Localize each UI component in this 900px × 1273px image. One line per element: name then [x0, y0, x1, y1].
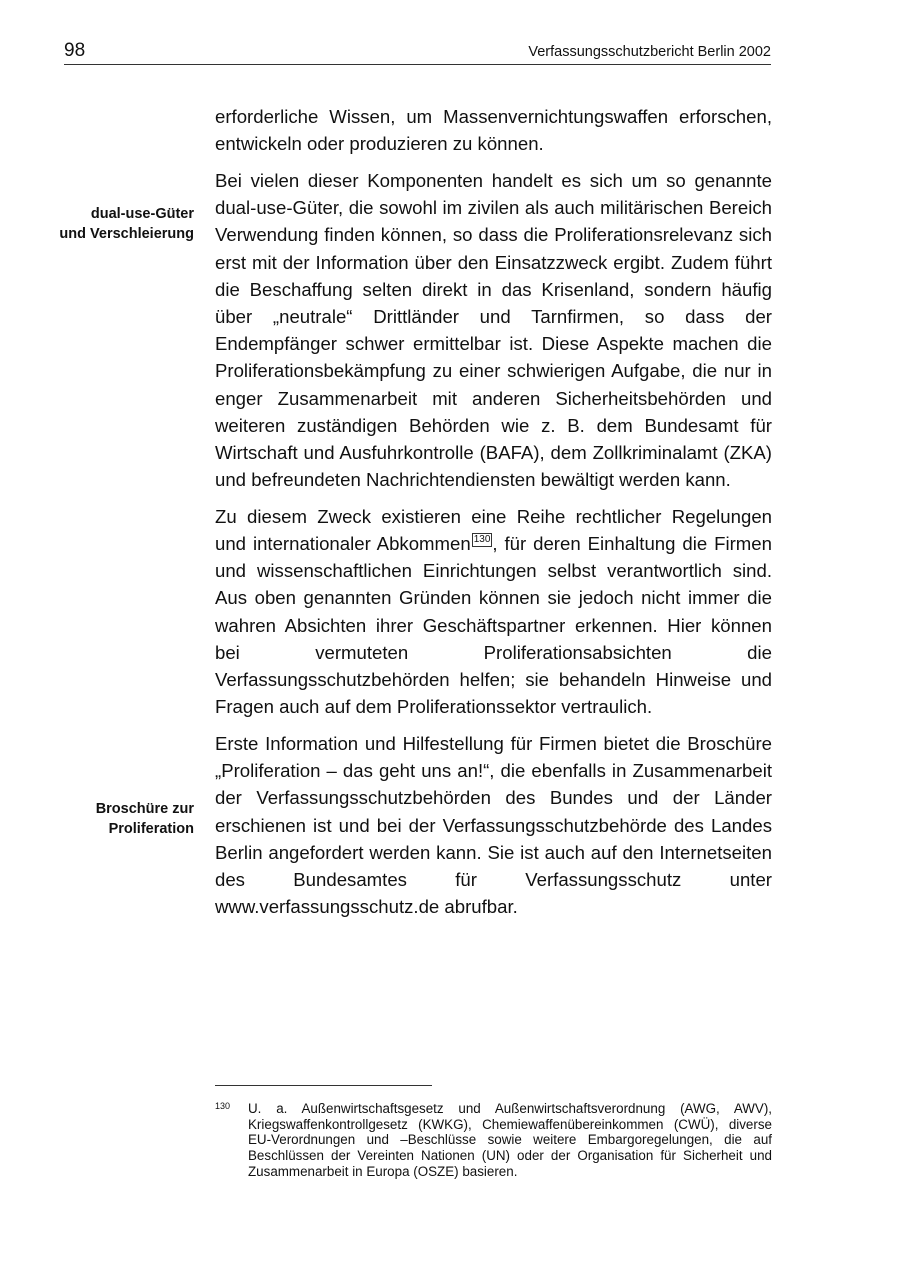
page-header: [64, 38, 771, 65]
paragraph-3: [215, 503, 772, 721]
paragraph-1: erforderliche Wissen, um Massenvernichtungswaffen erforschen, entwickeln oder produzieren zu können.: [215, 106, 772, 155]
footnote-number: 130: [215, 1101, 231, 1111]
footnote-130: [215, 1101, 772, 1180]
paragraph-4: Erste Information und Hilfestellung für Firmen bietet die Broschüre „Proliferation – das geht uns an!“, die ebenfalls in Zusammenarbeit der Verfassungsschutzbehörden des Bundes und der Länder erschienen ist und bei der Verfassungsschutzbehörde des Landes Berlin angefordert werden kann. Sie ist auch auf den Internetseiten des Bundesamtes für Verfassungsschutz unter www.verfassungsschutz.de abrufbar.: [215, 732, 772, 918]
margin-note-line: dual-use-Güter: [90, 206, 194, 222]
body-text: [215, 103, 772, 930]
margin-note-line: Broschüre zur: [95, 801, 194, 817]
page-number: 98: [64, 40, 86, 61]
margin-note-brochure: [96, 800, 194, 839]
footnote-reference-130[interactable]: 130: [473, 534, 491, 546]
paragraph-2: Bei vielen dieser Komponenten handelt es sich um so genannte dual-use-Güter, die sowohl im zivilen als auch militärischen Bereich Verwendung finden können, so dass die Proliferationsrelevanz sich erst mit der Information über den Einsatzzweck ergibt. Zudem führt die Beschaffung selten direkt in das Krisenland, sondern häufig über „neutrale“ Drittländer und Tarnfirmen, so dass der Endempfänger schwer ermittelbar ist. Diese Aspekte machen die Proliferationsbekämpfung zu einer schwierigen Aufgabe, die nur in enger Zusammenarbeit mit anderen Sicherheitsbehörden und weiteren zuständigen Behörden wie z. B. dem Bundesamt für Wirtschaft und Ausfuhrkontrolle (BAFA), dem Zollkriminalamt (ZKA) und befreundeten Nachrichtendiensten bewältigt werden kann.: [215, 169, 772, 491]
running-title: Verfassungsschutzbericht Berlin 2002: [528, 44, 771, 60]
footnote-separator: [215, 1085, 432, 1086]
margin-note-line: Proliferation: [108, 820, 194, 837]
margin-note-dual-use: [59, 205, 194, 244]
footnote-text: U. a. Außenwirtschaftsgesetz und Außenwirtschaftsverordnung (AWG, AWV), Kriegswaffenkontrollgesetz (KWKG), Chemiewaffenübereinkommen (CWÜ), diverse EU-Verordnungen und –Beschlüsse sowie weitere Embargoregelungen, die auf Beschlüssen der Vereinten Nationen (UN) oder der Organisation für Sicherheit und Zusammenarbeit in Europa (OSZE) basieren.: [248, 1101, 772, 1179]
paragraph-3-text-before: Zu diesem Zweck existieren eine Reihe rechtlicher Regelungen und internationaler Abkommen: [215, 505, 772, 555]
margin-note-line: und Verschleierung: [59, 225, 194, 242]
paragraph-3-text-after: , für deren Einhaltung die Firmen und wissenschaftlichen Einrichtungen selbst verantwortlich sind. Aus oben genannten Gründen können sie jedoch nicht immer die wahren Absichten ihrer Geschäftspartner erkennen. Hier können bei vermuteten Proliferationsabsichten die Verfassungsschutzbehörden helfen; sie behandeln Hinweise und Fragen auch auf dem Proliferationssektor vertraulich.: [215, 533, 772, 718]
